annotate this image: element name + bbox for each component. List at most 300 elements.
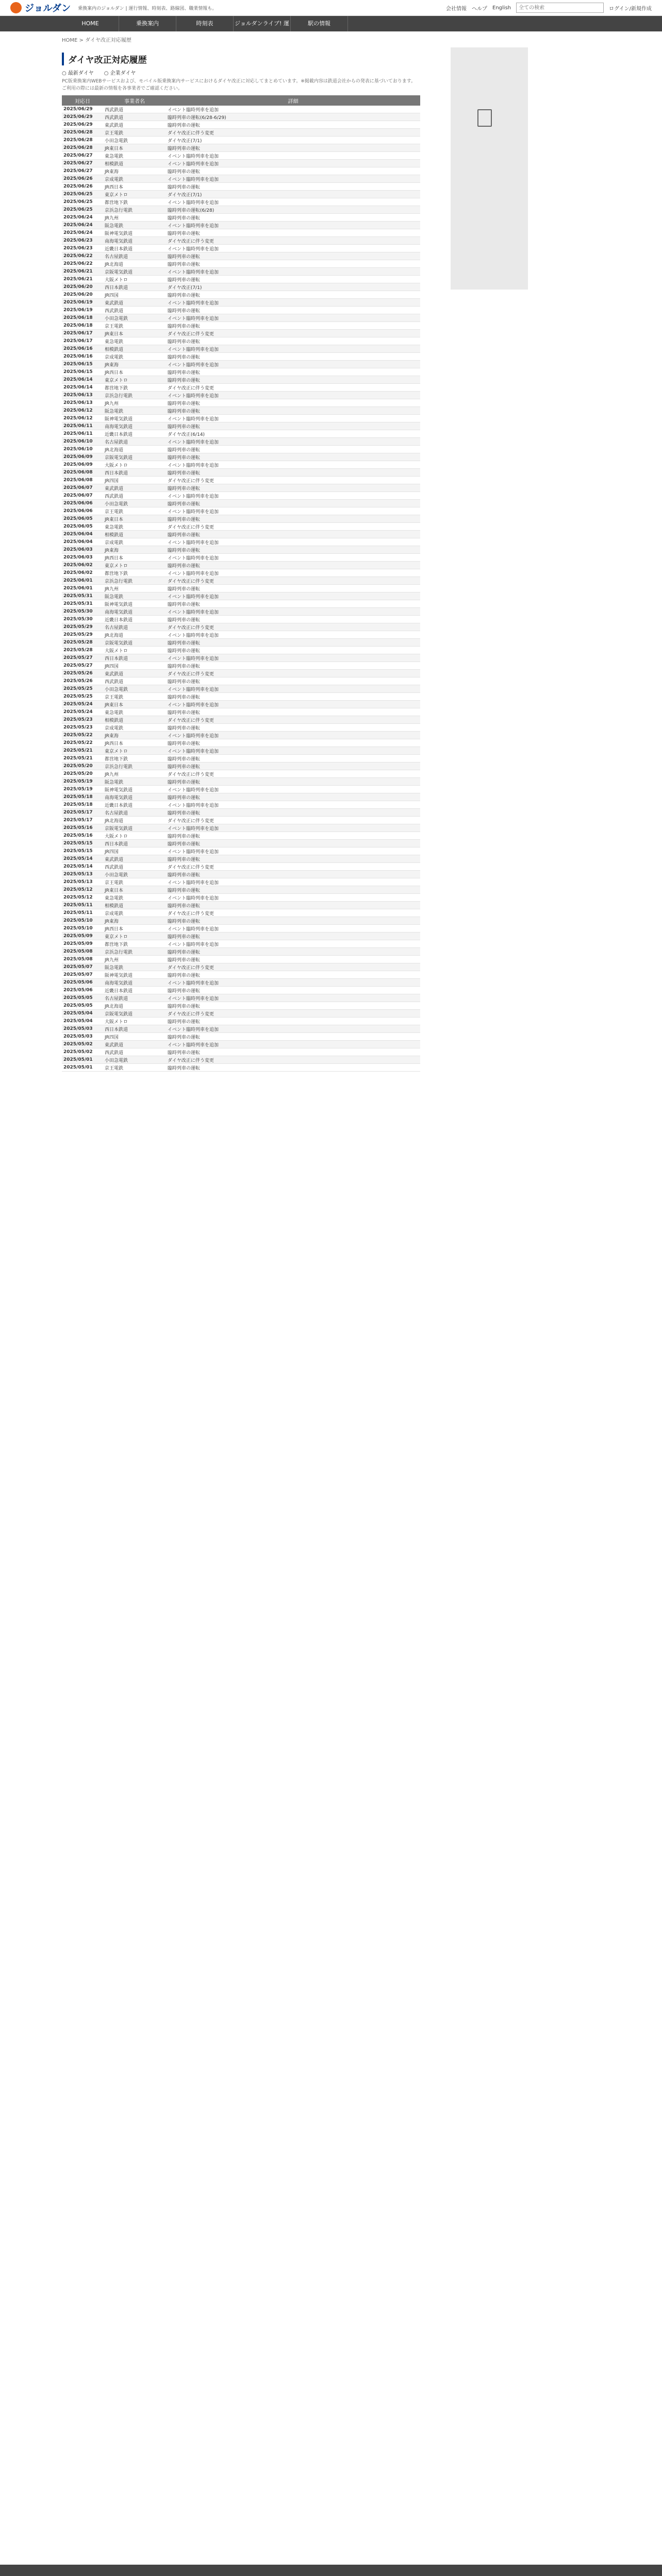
row-date: 2025/06/12 <box>62 407 103 415</box>
row-date: 2025/05/22 <box>62 739 103 747</box>
row-operator: 京浜急行電鉄 <box>103 577 166 585</box>
table-row <box>62 160 420 167</box>
row-date: 2025/06/07 <box>62 484 103 492</box>
row-operator: 阪急電鉄 <box>103 778 166 786</box>
row-detail: イベント臨時列車を追加 <box>166 786 420 793</box>
row-date: 2025/05/10 <box>62 925 103 933</box>
breadcrumb[interactable]: HOME > ダイヤ改正対応履歴 <box>62 38 131 43</box>
row-operator: 相模鉄道 <box>103 716 166 724</box>
table-row <box>62 778 420 786</box>
table-row <box>62 886 420 894</box>
row-operator: JR四国 <box>103 291 166 299</box>
table-header-row <box>62 95 420 106</box>
row-operator: 西日本鉄道 <box>103 840 166 848</box>
row-operator: JR北海道 <box>103 260 166 268</box>
row-operator: 近畿日本鉄道 <box>103 245 166 252</box>
table-row <box>62 430 420 438</box>
row-detail: 臨時列車の運転 <box>166 399 420 407</box>
row-detail: イベント臨時列車を追加 <box>166 160 420 167</box>
col-detail: 詳細 <box>166 95 420 106</box>
row-detail: イベント臨時列車を追加 <box>166 538 420 546</box>
row-detail: ダイヤ改正に伴う変更 <box>166 670 420 677</box>
row-operator: 南海電気鉄道 <box>103 237 166 245</box>
row-date: 2025/05/03 <box>62 1025 103 1033</box>
row-detail: 臨時列車の運転 <box>166 446 420 453</box>
document-icon <box>477 109 492 127</box>
utility-links <box>446 3 652 13</box>
row-date: 2025/05/17 <box>62 817 103 824</box>
row-date: 2025/05/27 <box>62 654 103 662</box>
row-date: 2025/05/18 <box>62 801 103 809</box>
row-detail: 臨時列車の運転 <box>166 886 420 894</box>
row-detail: イベント臨時列車を追加 <box>166 824 420 832</box>
search-input[interactable] <box>516 3 604 13</box>
row-date: 2025/05/07 <box>62 971 103 979</box>
row-detail: イベント臨時列車を追加 <box>166 106 420 113</box>
table-row <box>62 137 420 144</box>
table-row <box>62 237 420 245</box>
table-row <box>62 531 420 538</box>
table-row <box>62 484 420 492</box>
row-date: 2025/05/04 <box>62 1018 103 1025</box>
row-date: 2025/05/29 <box>62 623 103 631</box>
row-detail: イベント臨時列車を追加 <box>166 940 420 948</box>
table-row <box>62 677 420 685</box>
row-detail: イベント臨時列車を追加 <box>166 994 420 1002</box>
table-row <box>62 1033 420 1041</box>
row-date: 2025/06/20 <box>62 283 103 291</box>
table-row <box>62 422 420 430</box>
row-date: 2025/06/10 <box>62 438 103 446</box>
table-row <box>62 546 420 554</box>
table-row <box>62 979 420 987</box>
row-detail: イベント臨時列車を追加 <box>166 314 420 322</box>
table-row <box>62 770 420 778</box>
table-row <box>62 747 420 755</box>
row-detail: イベント臨時列車を追加 <box>166 152 420 160</box>
row-operator: 西武鉄道 <box>103 106 166 113</box>
row-date: 2025/06/04 <box>62 538 103 546</box>
table-row <box>62 878 420 886</box>
table-row <box>62 260 420 268</box>
row-operator: 大阪メトロ <box>103 647 166 654</box>
sidebar <box>451 47 528 1072</box>
row-operator: 東武鉄道 <box>103 855 166 863</box>
row-detail: イベント臨時列車を追加 <box>166 592 420 600</box>
table-row <box>62 577 420 585</box>
link-english[interactable]: English <box>492 5 511 11</box>
row-date: 2025/06/17 <box>62 330 103 337</box>
row-operator: 阪神電気鉄道 <box>103 415 166 422</box>
row-operator: 南海電気鉄道 <box>103 608 166 616</box>
row-date: 2025/06/15 <box>62 361 103 368</box>
row-operator: 小田急電鉄 <box>103 685 166 693</box>
table-row <box>62 438 420 446</box>
table-row <box>62 407 420 415</box>
row-operator: JR北海道 <box>103 1002 166 1010</box>
row-operator: 大阪メトロ <box>103 276 166 283</box>
row-detail: ダイヤ改正に伴う変更 <box>166 1056 420 1064</box>
row-detail: 臨時列車の運転 <box>166 353 420 361</box>
row-date: 2025/06/19 <box>62 299 103 307</box>
row-detail: イベント臨時列車を追加 <box>166 979 420 987</box>
table-row <box>62 368 420 376</box>
row-detail: ダイヤ改正(7/1) <box>166 283 420 291</box>
row-date: 2025/05/09 <box>62 933 103 940</box>
table-row <box>62 307 420 314</box>
table-row <box>62 987 420 994</box>
row-date: 2025/06/05 <box>62 523 103 531</box>
row-date: 2025/06/28 <box>62 129 103 137</box>
table-row <box>62 933 420 940</box>
row-date: 2025/06/20 <box>62 291 103 299</box>
row-date: 2025/05/30 <box>62 616 103 623</box>
link-company[interactable]: 会社情報 <box>446 6 467 12</box>
row-date: 2025/06/08 <box>62 469 103 477</box>
sidebar-ad[interactable] <box>451 47 528 290</box>
row-date: 2025/05/09 <box>62 940 103 948</box>
tagline: 乗換案内のジョルダン | 運行情報、時刻表、路線図、職業情報も。 <box>78 6 217 11</box>
table-row <box>62 716 420 724</box>
table-row <box>62 469 420 477</box>
table-row <box>62 461 420 469</box>
row-date: 2025/05/11 <box>62 909 103 917</box>
row-detail: 臨時列車の運転 <box>166 724 420 732</box>
row-date: 2025/06/01 <box>62 585 103 592</box>
row-date: 2025/06/01 <box>62 577 103 585</box>
row-detail: イベント臨時列車を追加 <box>166 685 420 693</box>
row-detail: イベント臨時列車を追加 <box>166 175 420 183</box>
table-row <box>62 191 420 198</box>
row-operator: 東急電鉄 <box>103 337 166 345</box>
page-title: ダイヤ改正対応履歴 <box>62 53 420 65</box>
row-date: 2025/05/01 <box>62 1064 103 1072</box>
table-row <box>62 708 420 716</box>
row-date: 2025/05/02 <box>62 1041 103 1048</box>
row-operator: 京成電鉄 <box>103 909 166 917</box>
row-operator: 京王電鉄 <box>103 507 166 515</box>
row-operator: JR東海 <box>103 732 166 739</box>
row-date: 2025/05/23 <box>62 716 103 724</box>
row-detail: 臨時列車の運転 <box>166 956 420 963</box>
row-detail: 臨時列車の運転 <box>166 144 420 152</box>
row-detail: 臨時列車の運転 <box>166 778 420 786</box>
row-detail: 臨時列車の運転 <box>166 755 420 762</box>
row-detail: ダイヤ改正に伴う変更 <box>166 129 420 137</box>
table-body <box>62 106 420 1072</box>
row-operator: JR四国 <box>103 1033 166 1041</box>
table-row <box>62 1025 420 1033</box>
table-row <box>62 817 420 824</box>
row-date: 2025/06/16 <box>62 353 103 361</box>
row-detail: 臨時列車の運転 <box>166 948 420 956</box>
row-date: 2025/06/13 <box>62 392 103 399</box>
table-row <box>62 415 420 422</box>
table-row <box>62 337 420 345</box>
row-operator: 京成電鉄 <box>103 175 166 183</box>
table-row <box>62 268 420 276</box>
row-operator: 近畿日本鉄道 <box>103 616 166 623</box>
table-row <box>62 917 420 925</box>
row-operator: 京阪電気鉄道 <box>103 268 166 276</box>
login-link[interactable]: ログイン/新規作成 <box>609 6 652 12</box>
table-row <box>62 345 420 353</box>
row-operator: JR四国 <box>103 848 166 855</box>
row-detail: 臨時列車の運転 <box>166 121 420 129</box>
row-operator: 小田急電鉄 <box>103 500 166 507</box>
row-operator: 東武鉄道 <box>103 1041 166 1048</box>
row-operator: 名古屋鉄道 <box>103 994 166 1002</box>
row-detail: ダイヤ改正(7/1) <box>166 137 420 144</box>
table-row <box>62 152 420 160</box>
row-detail: ダイヤ改正に伴う変更 <box>166 330 420 337</box>
row-date: 2025/05/06 <box>62 979 103 987</box>
row-detail: 臨時列車の運転 <box>166 840 420 848</box>
row-detail: 臨時列車の運転 <box>166 1048 420 1056</box>
row-operator: 京王電鉄 <box>103 322 166 330</box>
table-row <box>62 299 420 307</box>
table-row <box>62 322 420 330</box>
row-operator: 西武鉄道 <box>103 492 166 500</box>
row-date: 2025/05/21 <box>62 747 103 755</box>
table-row <box>62 252 420 260</box>
row-date: 2025/05/26 <box>62 677 103 685</box>
row-operator: 京王電鉄 <box>103 1064 166 1072</box>
table-row <box>62 585 420 592</box>
row-detail: イベント臨時列車を追加 <box>166 198 420 206</box>
row-operator: 南海電気鉄道 <box>103 979 166 987</box>
row-date: 2025/06/18 <box>62 322 103 330</box>
row-operator: 相模鉄道 <box>103 160 166 167</box>
row-date: 2025/06/06 <box>62 500 103 507</box>
nav-timetable[interactable]: 時刻表 <box>176 16 234 31</box>
row-date: 2025/06/27 <box>62 152 103 160</box>
row-detail: イベント臨時列車を追加 <box>166 461 420 469</box>
row-date: 2025/06/24 <box>62 222 103 229</box>
table-row <box>62 801 420 809</box>
nav-live[interactable]: ジョルダンライブ! 運行情報 <box>234 16 291 31</box>
row-date: 2025/05/04 <box>62 1010 103 1018</box>
table-row <box>62 762 420 770</box>
row-operator: JR四国 <box>103 477 166 484</box>
table-row <box>62 994 420 1002</box>
table-row <box>62 477 420 484</box>
row-operator: 都営地下鉄 <box>103 569 166 577</box>
row-date: 2025/05/25 <box>62 685 103 693</box>
row-operator: 近畿日本鉄道 <box>103 801 166 809</box>
row-operator: 大阪メトロ <box>103 461 166 469</box>
row-operator: 京成電鉄 <box>103 353 166 361</box>
row-date: 2025/06/25 <box>62 198 103 206</box>
row-detail: イベント臨時列車を追加 <box>166 507 420 515</box>
row-detail: 臨時列車の運転 <box>166 585 420 592</box>
row-detail: イベント臨時列車を追加 <box>166 438 420 446</box>
row-detail: 臨時列車の運転 <box>166 562 420 569</box>
row-detail: イベント臨時列車を追加 <box>166 801 420 809</box>
row-operator: 小田急電鉄 <box>103 137 166 144</box>
row-date: 2025/05/14 <box>62 863 103 871</box>
row-detail: 臨時列車の運転 <box>166 662 420 670</box>
row-operator: JR北海道 <box>103 446 166 453</box>
row-date: 2025/05/24 <box>62 701 103 708</box>
table-row <box>62 631 420 639</box>
row-operator: 小田急電鉄 <box>103 1056 166 1064</box>
row-operator: 西日本鉄道 <box>103 283 166 291</box>
row-operator: 東武鉄道 <box>103 484 166 492</box>
table-row <box>62 1002 420 1010</box>
row-date: 2025/05/30 <box>62 608 103 616</box>
table-row <box>62 925 420 933</box>
row-detail: 臨時列車の運転 <box>166 677 420 685</box>
row-date: 2025/06/07 <box>62 492 103 500</box>
row-date: 2025/06/23 <box>62 237 103 245</box>
row-detail: 臨時列車の運転 <box>166 453 420 461</box>
row-date: 2025/05/06 <box>62 987 103 994</box>
row-detail: 臨時列車の運転 <box>166 214 420 222</box>
row-date: 2025/05/26 <box>62 670 103 677</box>
row-detail: イベント臨時列車を追加 <box>166 554 420 562</box>
row-operator: 西武鉄道 <box>103 677 166 685</box>
table-row <box>62 1064 420 1072</box>
row-operator: JR九州 <box>103 585 166 592</box>
dia-options[interactable]: ○ 最新ダイヤ ○ 企業ダイヤ <box>62 71 136 76</box>
row-detail: 臨時列車の運転 <box>166 260 420 268</box>
table-row <box>62 167 420 175</box>
row-detail: ダイヤ改正に伴う変更 <box>166 237 420 245</box>
row-detail: ダイヤ改正に伴う変更 <box>166 523 420 531</box>
row-operator: 南海電気鉄道 <box>103 422 166 430</box>
row-detail: ダイヤ改正に伴う変更 <box>166 863 420 871</box>
row-date: 2025/06/02 <box>62 562 103 569</box>
logo-mark-icon <box>10 2 22 13</box>
history-table <box>62 95 420 1072</box>
table-row <box>62 399 420 407</box>
row-operator: 大阪メトロ <box>103 832 166 840</box>
row-operator: 西日本鉄道 <box>103 469 166 477</box>
row-date: 2025/06/27 <box>62 167 103 175</box>
row-operator: JR北海道 <box>103 631 166 639</box>
table-row <box>62 654 420 662</box>
nav-transfer[interactable]: 乗換案内 <box>119 16 176 31</box>
row-date: 2025/05/17 <box>62 809 103 817</box>
row-detail: イベント臨時列車を追加 <box>166 608 420 616</box>
row-operator: 東京メトロ <box>103 191 166 198</box>
row-date: 2025/05/07 <box>62 963 103 971</box>
row-date: 2025/06/12 <box>62 415 103 422</box>
row-date: 2025/05/20 <box>62 770 103 778</box>
table-row <box>62 554 420 562</box>
table-row <box>62 446 420 453</box>
table-row <box>62 515 420 523</box>
link-help[interactable]: ヘルプ <box>472 6 488 12</box>
table-row <box>62 245 420 252</box>
row-detail: イベント臨時列車を追加 <box>166 701 420 708</box>
row-date: 2025/05/12 <box>62 886 103 894</box>
table-row <box>62 144 420 152</box>
row-operator: JR九州 <box>103 399 166 407</box>
row-operator: 阪急電鉄 <box>103 963 166 971</box>
row-detail: イベント臨時列車を追加 <box>166 631 420 639</box>
table-row <box>62 840 420 848</box>
row-date: 2025/05/31 <box>62 600 103 608</box>
table-row <box>62 608 420 616</box>
table-row <box>62 971 420 979</box>
row-operator: 阪急電鉄 <box>103 407 166 415</box>
table-row <box>62 940 420 948</box>
row-operator: 東急電鉄 <box>103 708 166 716</box>
row-operator: JR西日本 <box>103 739 166 747</box>
row-operator: 阪神電気鉄道 <box>103 600 166 608</box>
row-date: 2025/06/24 <box>62 214 103 222</box>
row-detail: 臨時列車の運転 <box>166 307 420 314</box>
row-operator: 東京メトロ <box>103 747 166 755</box>
table-row <box>62 786 420 793</box>
row-detail: 臨時列車の運転 <box>166 515 420 523</box>
row-detail: 臨時列車の運転 <box>166 291 420 299</box>
row-detail: 臨時列車の運転 <box>166 917 420 925</box>
row-detail: ダイヤ改正に伴う変更 <box>166 477 420 484</box>
table-row <box>62 902 420 909</box>
row-date: 2025/06/25 <box>62 206 103 214</box>
row-detail: ダイヤ改正(6/14) <box>166 430 420 438</box>
row-operator: 京王電鉄 <box>103 693 166 701</box>
row-detail: 臨時列車の運転 <box>166 902 420 909</box>
row-detail: イベント臨時列車を追加 <box>166 361 420 368</box>
row-operator: 京浜急行電鉄 <box>103 392 166 399</box>
table-row <box>62 662 420 670</box>
table-row <box>62 592 420 600</box>
row-operator: 阪急電鉄 <box>103 222 166 229</box>
row-detail: ダイヤ改正に伴う変更 <box>166 623 420 631</box>
table-row <box>62 616 420 623</box>
row-detail: 臨時列車の運転 <box>166 183 420 191</box>
row-detail: 臨時列車の運転 <box>166 971 420 979</box>
nav-home[interactable]: HOME <box>62 16 119 31</box>
table-row <box>62 492 420 500</box>
row-detail: イベント臨時列車を追加 <box>166 1041 420 1048</box>
row-operator: 東急電鉄 <box>103 523 166 531</box>
row-operator: 相模鉄道 <box>103 531 166 538</box>
row-detail: 臨時列車の運転 <box>166 407 420 415</box>
table-row <box>62 206 420 214</box>
col-operator: 事業者名 <box>103 95 166 106</box>
footer-bar <box>0 2565 662 2576</box>
row-operator: 都営地下鉄 <box>103 755 166 762</box>
row-detail: 臨時列車の運転 <box>166 1064 420 1072</box>
row-date: 2025/06/10 <box>62 446 103 453</box>
row-detail: イベント臨時列車を追加 <box>166 1025 420 1033</box>
logo-text: ジョルダン <box>25 3 71 14</box>
table-row <box>62 1018 420 1025</box>
row-operator: 名古屋鉄道 <box>103 623 166 631</box>
row-date: 2025/05/19 <box>62 778 103 786</box>
row-operator: 小田急電鉄 <box>103 871 166 878</box>
row-detail: イベント臨時列車を追加 <box>166 878 420 886</box>
row-date: 2025/05/14 <box>62 855 103 863</box>
row-operator: JR東海 <box>103 917 166 925</box>
row-detail: イベント臨時列車を追加 <box>166 894 420 902</box>
table-row <box>62 755 420 762</box>
table-row <box>62 562 420 569</box>
row-detail: イベント臨時列車を追加 <box>166 747 420 755</box>
row-detail: イベント臨時列車を追加 <box>166 245 420 252</box>
row-detail: 臨時列車の運転 <box>166 793 420 801</box>
row-detail: 臨時列車の運転 <box>166 376 420 384</box>
row-date: 2025/06/26 <box>62 183 103 191</box>
site-logo[interactable] <box>10 1 71 14</box>
nav-station[interactable]: 駅の情報 <box>291 16 348 31</box>
row-date: 2025/05/15 <box>62 848 103 855</box>
